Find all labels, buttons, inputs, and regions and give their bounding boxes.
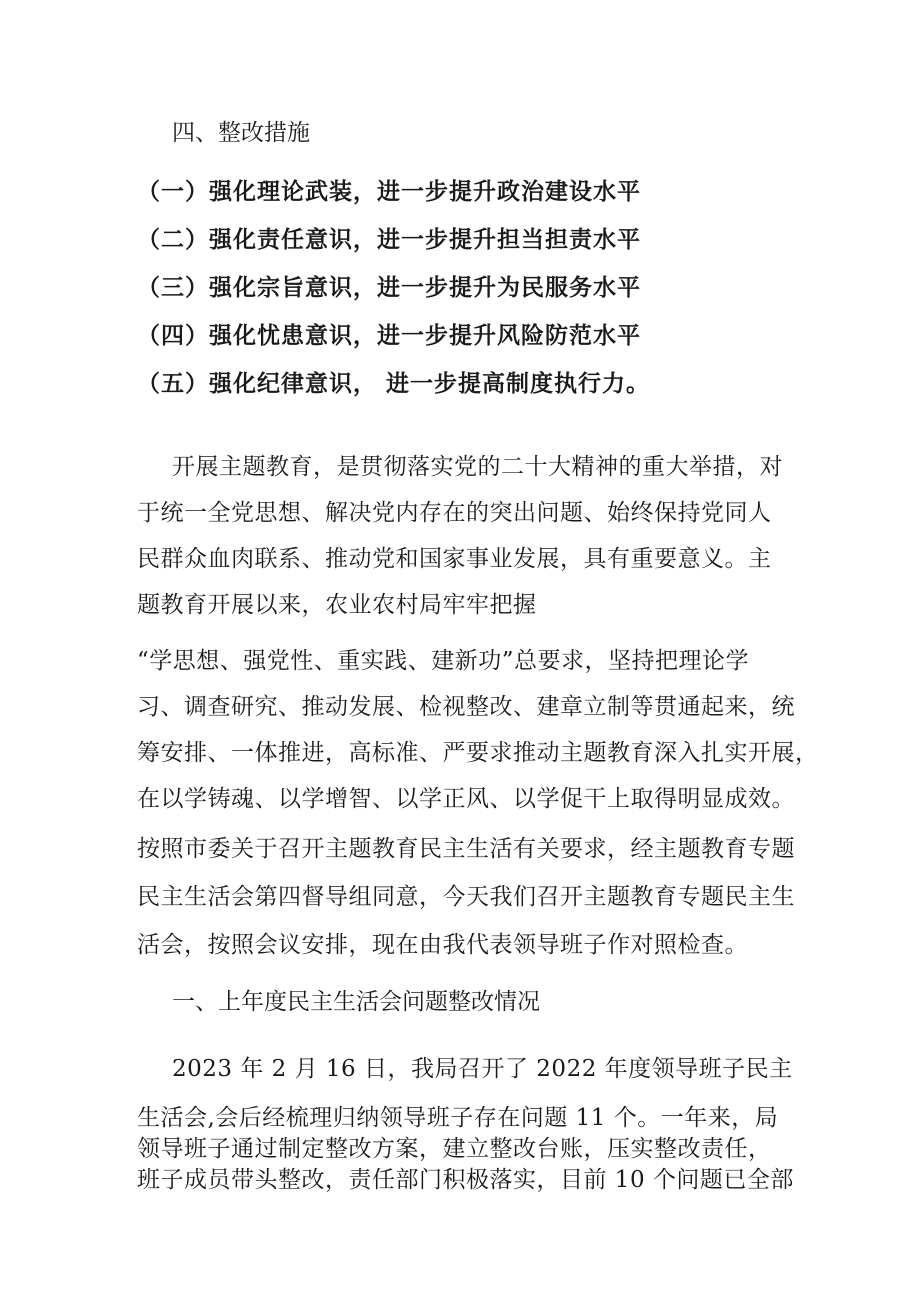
intro-line: 于统一全党思想、解决党内存在的突出问题、始终保持党同人: [137, 500, 772, 526]
intro-line: 在以学铸魂、以学增智、以学正风、以学促干上取得明显成效。: [137, 786, 795, 812]
measure-item: （五）强化纪律意识， 进一步提高制度执行力。: [137, 370, 651, 397]
intro-line: 筹安排、一体推进，高标准、严要求推动主题教育深入扎实开展，: [137, 740, 819, 766]
measure-item: （四）强化忧患意识，进一步提升风险防范水平: [137, 322, 641, 349]
rectification-line: 生活会,会后经梳理归纳领导班子存在问题 11 个。一年来，局: [137, 1105, 779, 1131]
rectification-line: 领导班子通过制定整改方案，建立整改台账，压实整改责任，: [137, 1136, 772, 1162]
intro-line: 题教育开展以来，农业农村局牢牢把握: [137, 592, 537, 618]
measure-item: （一）强化理论武装，进一步提升政治建设水平: [137, 178, 641, 205]
intro-line: 开展主题教育，是贯彻落实党的二十大精神的重大举措，对: [172, 454, 783, 480]
measure-item: （二）强化责任意识，进一步提升担当担责水平: [137, 226, 641, 253]
section-one-title: 一、上年度民主生活会问题整改情况: [172, 989, 540, 1015]
section-four-title: 四、整改措施: [172, 120, 310, 146]
intro-line: 民主生活会第四督导组同意，今天我们召开主题教育专题民主生: [137, 884, 795, 910]
intro-line: “学思想、强党性、重实践、建新功”总要求，坚持把理论学: [137, 648, 750, 674]
rectification-line: 班子成员带头整改，责任部门积极落实，目前 10 个问题已全部: [137, 1167, 794, 1193]
rectification-line: 2023 年 2 月 16 日，我局召开了 2022 年度领导班子民主: [172, 1056, 793, 1082]
measure-item: （三）强化宗旨意识，进一步提升为民服务水平: [137, 274, 641, 301]
intro-line: 民群众血肉联系、推动党和国家事业发展，具有重要意义。主: [137, 546, 772, 572]
intro-line: 活会，按照会议安排，现在由我代表领导班子作对照检查。: [137, 932, 748, 958]
intro-line: 按照市委关于召开主题教育民主生活有关要求，经主题教育专题: [137, 836, 795, 862]
intro-line: 习、调查研究、推动发展、检视整改、建章立制等贯通起来，统: [137, 694, 795, 720]
